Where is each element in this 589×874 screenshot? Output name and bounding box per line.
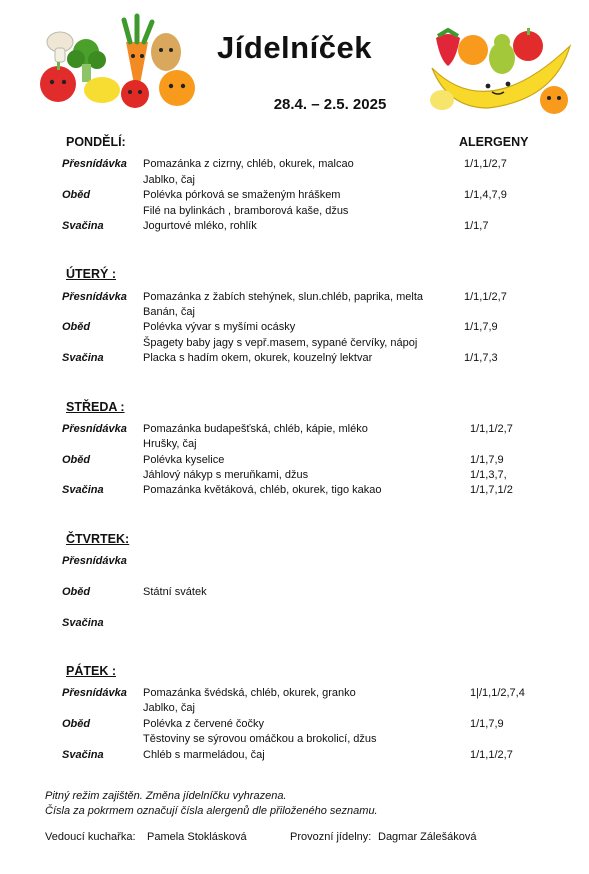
- footer-note: Čísla za pokrmem označují čísla alergenů dle přiloženého seznamu.: [45, 805, 378, 817]
- menu-item: Polévka z červené čočky: [143, 718, 265, 730]
- menu-item: Jablko, čaj: [143, 702, 195, 714]
- meal-label: Oběd: [62, 454, 91, 466]
- day-heading-tuesday: ÚTERÝ :: [66, 267, 116, 281]
- menu-item: Polévka pórková se smaženým hráškem: [143, 189, 341, 201]
- menu-item: Placka s hadím okem, okurek, kouzelný lektvar: [143, 352, 373, 364]
- menu-item: Pomazánka budapešťská, chléb, kápie, mléko: [143, 423, 368, 435]
- day-heading-friday: PÁTEK :: [66, 664, 116, 678]
- allergen-codes: 1/1,7,9: [470, 718, 504, 730]
- allergen-codes: 1/1,7,3: [464, 352, 498, 364]
- allergen-codes: 1/1,4,7,9: [464, 189, 507, 201]
- menu-item: Hrušky, čaj: [143, 438, 197, 450]
- menu-item: Polévka kyselice: [143, 454, 225, 466]
- meal-label: Oběd: [62, 718, 91, 730]
- meal-label: Svačina: [62, 484, 104, 496]
- menu-item: Pomazánka švédská, chléb, okurek, granko: [143, 687, 356, 699]
- allergens-heading: ALERGENY: [459, 135, 529, 149]
- meal-label: Přesnídávka: [62, 687, 127, 699]
- allergen-codes: 1/1,7,9: [464, 321, 498, 333]
- meal-label: Svačina: [62, 220, 104, 232]
- meal-label: Svačina: [62, 352, 104, 364]
- manager-name: Dagmar Zálešáková: [378, 831, 477, 843]
- allergen-codes: 1/1,1/2,7: [470, 749, 513, 761]
- cook-label: Vedoucí kuchařka:: [45, 831, 136, 843]
- footer-note: Pitný režim zajištěn. Změna jídelníčku vyhrazena.: [45, 790, 287, 802]
- menu-item: Chléb s marmeládou, čaj: [143, 749, 265, 761]
- day-heading-wednesday: STŘEDA :: [66, 400, 125, 414]
- allergen-codes: 1/1,7: [464, 220, 489, 232]
- day-heading-monday: PONDĚLÍ:: [66, 135, 126, 149]
- menu-item: Pomazánka z žabích stehýnek, slun.chléb, paprika, melta: [143, 291, 424, 303]
- menu-item: Pomazánka květáková, chléb, okurek, tigo kakao: [143, 484, 382, 496]
- menu-item: Jablko, čaj: [143, 174, 195, 186]
- meal-label: Přesnídávka: [62, 423, 127, 435]
- menu-item: Státní svátek: [143, 586, 207, 598]
- allergen-codes: 1/1,7,1/2: [470, 484, 513, 496]
- menu-item: Pomazánka z cizrny, chléb, okurek, malcao: [143, 158, 354, 170]
- meal-label: Svačina: [62, 617, 104, 629]
- meal-label: Svačina: [62, 749, 104, 761]
- allergen-codes: 1/1,1/2,7: [470, 423, 513, 435]
- allergen-codes: 1|/1,1/2,7,4: [470, 687, 525, 699]
- menu-item: Polévka vývar s myšími ocásky: [143, 321, 296, 333]
- menu-item: Banán, čaj: [143, 306, 195, 318]
- manager-label: Provozní jídelny:: [290, 831, 372, 843]
- meal-label: Oběd: [62, 586, 91, 598]
- meal-label: Oběd: [62, 189, 91, 201]
- menu-item: Filé na bylinkách , bramborová kaše, džus: [143, 205, 349, 217]
- day-heading-thursday: ČTVRTEK:: [66, 532, 130, 546]
- meal-label: Přesnídávka: [62, 158, 127, 170]
- menu-item: Jogurtové mléko, rohlík: [143, 220, 257, 232]
- menu-item: Jáhlový nákyp s meruňkami, džus: [143, 469, 309, 481]
- date-range: 28.4. – 2.5. 2025: [273, 96, 387, 113]
- cook-name: Pamela Stoklásková: [147, 831, 247, 843]
- menu-item: Těstoviny se sýrovou omáčkou a brokolicí, džus: [143, 733, 377, 745]
- menu-item: Špagety baby jagy s vepř.masem, sypané červíky, nápoj: [143, 337, 418, 349]
- allergen-codes: 1/1,1/2,7: [464, 291, 507, 303]
- meal-label: Přesnídávka: [62, 555, 127, 567]
- allergen-codes: 1/1,7,9: [470, 454, 504, 466]
- allergen-codes: 1/1,3,7,: [470, 469, 507, 481]
- meal-label: Přesnídávka: [62, 291, 127, 303]
- page-title: Jídelníček: [217, 30, 372, 65]
- meal-label: Oběd: [62, 321, 91, 333]
- allergen-codes: 1/1,1/2,7: [464, 158, 507, 170]
